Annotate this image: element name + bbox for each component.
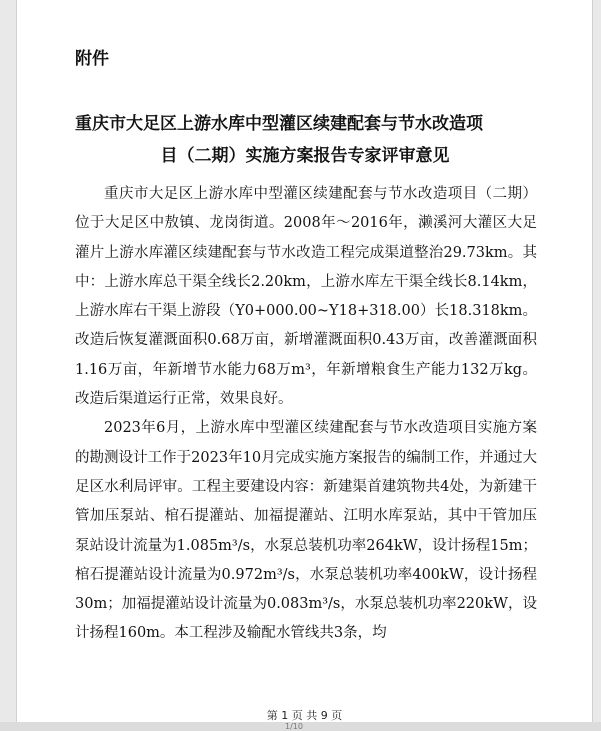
page-indicator[interactable]: 1/10 bbox=[285, 722, 303, 731]
document-page bbox=[16, 0, 593, 731]
page-footer: 第 1 页 共 9 页 bbox=[266, 709, 343, 722]
paragraph-1: 重庆市大足区上游水库中型灌区续建配套与节水改造项目（二期）位于大足区中敖镇、龙岗街道。2008年～2016年，濑溪河大灌区大足灌片上游水库灌区续建配套与节水改造工程完成渠道整治29.73km。其中：上游水库总干渠全线长2.20km，上游水库左干渠全线长8.14km，上游水库右干渠上游段（Y0+000.00~Y18+318.00）长18.318km。改造后恢复灌溉面积0.68万亩，新增灌溉面积0.43万亩，改善灌溉面积1.16万亩，年新增节水能力68万m³，年新增粮食生产能力132万kg。改造后渠道运行正常，效果良好。 bbox=[75, 186, 537, 408]
viewer-bottom-bar bbox=[0, 722, 601, 731]
attachment-label: 附件 bbox=[75, 49, 109, 69]
document-title bbox=[75, 108, 535, 172]
title-line-1: 重庆市大足区上游水库中型灌区续建配套与节水改造项 bbox=[75, 114, 483, 134]
title-line-2: 目（二期）实施方案报告专家评审意见 bbox=[160, 146, 450, 166]
paragraph-2: 2023年6月，上游水库中型灌区续建配套与节水改造项目实施方案的勘测设计工作于2023年10月完成实施方案报告的编制工作，并通过大足区水利局评审。工程主要建设内容：新建渠首建筑物共4处，为新建干管加压泵站、棺石提灌站、加福提灌站、江明水库泵站，其中干管加压泵站设计流量为1.085m³/s，水泵总装机功率264kW，设计扬程15m；棺石提灌站设计流量为0.972m³/s，水泵总装机功率400kW，设计扬程30m；加福提灌站设计流量为0.083m³/s，水泵总装机功率220kW，设计扬程160m。本工程涉及输配水管线共3条，均 bbox=[75, 420, 537, 642]
document-body bbox=[75, 180, 537, 649]
